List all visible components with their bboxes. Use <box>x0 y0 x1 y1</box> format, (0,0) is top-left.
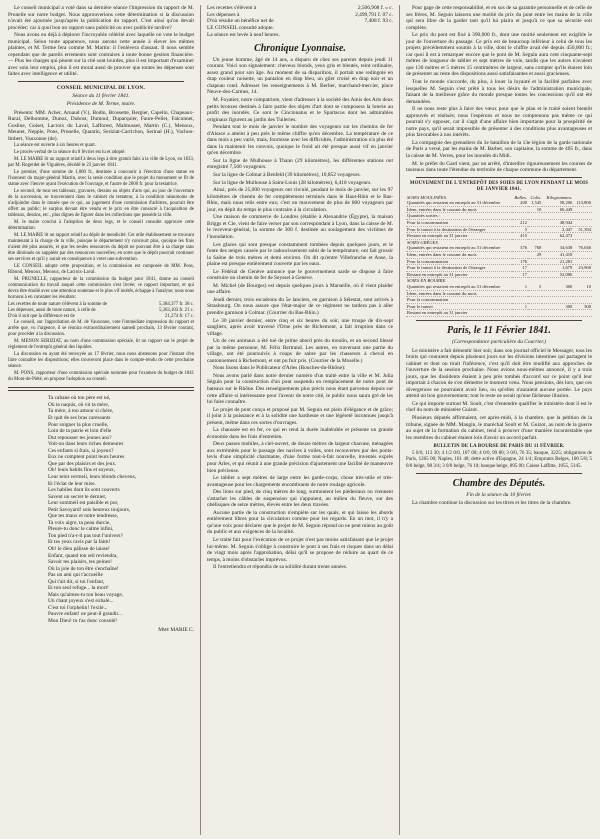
chronique-title: Chronique Lyonnaise. <box>254 42 346 54</box>
article-p: M. le préfet du Gard vient, par un arrêté, d'interdire rigoureusement les courses de taureaux dans toute l'étendue du territoire de chaque commune du département. <box>406 160 592 174</box>
stats-value: 415 <box>512 233 528 240</box>
stats-value: 176 <box>512 258 528 265</box>
stats-header: Balles. <box>514 194 528 200</box>
depenses-label: Les dépenses, aussi de toute nature, à celle de <box>8 308 96 314</box>
poem-line: Oh! le dieu pâlisse de laisse! <box>48 545 110 552</box>
stats-value: 21,281 <box>542 258 573 265</box>
paris-subtitle: (Correspondance particulière du Courrier.) <box>452 338 546 345</box>
chronique-p: Le Fédéral de Genève annonce que le gouvernement sarde se dispose à faire construire un chemin de fer de Seyssel à Genève. <box>207 268 393 282</box>
poem-line: Oh! leurs habits fins et soyeux, <box>48 467 116 474</box>
poem-line: Savoir tes plaisirs, tes peines! <box>48 559 112 566</box>
article-p: Pour gage de cette responsabilité, et en sus de sa garantie personnelle et de celle de ses frères, M. Seguin laissera une moitié du prix du pont entre les mains de la ville qui sera libre de la garder tant qu'il lui plaira et jusqu'à ce que sa sécurité soit complète. <box>406 5 592 31</box>
poem-line: Ta cabane où ton père est né, <box>48 395 111 402</box>
stats-label: Pour le transit à la destination de l'étranger <box>406 265 512 272</box>
stats-value <box>528 220 542 227</box>
intro-paragraph-2: Nous avons eu déjà à déplorer l'incroyable célérité avec laquelle on vote le budget municipal. Selon toute apparence, nous aurons cette année à élever les mêmes plaintes, et M. Terme fera comme M. Martin: il l'enlèvera d'assaut. Il nous semble cependant que de pareils errements sont contraires à toute bonne gestion financière. — Plus les charges qui pèsent sur la cité sont lourdes, plus il est important d'examiner avec soin leur emploi, plus il est moral aussi de prouver que toutes les dépenses sont faites avec intelligence et utilité. <box>8 32 194 78</box>
stats-row <box>406 245 592 251</box>
council-title: CONSEIL MUNICIPAL DE LYON. <box>56 85 146 92</box>
council-p7: M. LE MAIRE lit un rapport relatif au dépôt de mendicité. Cet utile établissement se trouvant maintenant à la charge de la ville, puisque le département n'y concourt plus, quoique les frais n'aient été plus assurés, et que les seules ressources du dépôt ne pouvant être à sa charge sans être diminués ou suppléés par des ressources nouvelles; en sorte que le dépôt pourrait continuer ses services et qu'il y aurait en conséquence à voter une subvention. <box>8 233 194 263</box>
stats-row <box>406 310 592 317</box>
excedent-amount: 7,408 f. 93 c. <box>364 18 393 25</box>
stats-value <box>512 297 528 304</box>
poem-line: Eux ne comptent point leurs heures <box>48 454 125 461</box>
stats-label: Pour le transit à la destination de l'étranger <box>406 226 512 233</box>
stats-value: 300 <box>573 303 592 310</box>
council-p15: La discussion en ayant été renvoyée au 17 février, nous nous abstenons pour l'instant d'en faire connaître les dispositions; elles trouveront place dans le compte-rendu de cette prochaine séance. <box>8 352 194 370</box>
poem-line: Où la joie de ton être s'enchaîne! <box>48 565 119 572</box>
stats-value <box>528 265 542 272</box>
poem-line: Dut repousser tes jeunes ans? <box>48 434 112 441</box>
divider <box>416 177 582 178</box>
poem-line: Leur teint vermeil, leurs blonds cheveux, <box>48 473 137 480</box>
stats-value <box>528 213 542 220</box>
recettes-amount: 2,506,908 f. » c. <box>357 5 393 11</box>
poem-line: Savent un secret le dernier, <box>48 493 107 500</box>
poem-line: Ton pied n'a-t-il pas tout l'univers? <box>48 532 123 539</box>
stats-value <box>512 252 528 259</box>
stats-value: 17 <box>512 271 528 278</box>
stats-value: 1,545 <box>528 200 542 206</box>
poem-line: Pleure-tu donc le calme infini, <box>48 526 114 533</box>
stats-value <box>573 271 592 278</box>
chronique-p: Le tablier a sept mètres de large entre les garde-corps, chose très-utile et très-avantageuse pour les chargements encombrants de notre roulage agricole. <box>207 475 393 488</box>
column-3 <box>399 5 592 835</box>
stats-row <box>406 226 592 233</box>
stats-value: 17 <box>512 265 528 272</box>
stats-value <box>573 213 592 220</box>
stats-value <box>542 213 573 220</box>
bourse-text: 5 0/0, 113 30; 4 1/2 0/0, 107 00; 4 0/0, 99 80; 3 0/0, 76 35; banque, 3225; obligations de Paris, 1265 00; Naples, 101 40; dette active d'Espagne, 24 1/4; Emprunts Belges, 100 5/8; 5 0/0 belge, 98 3/4; 3 0/0 belge, 76 10; banque belge, 895 00; Caisse Laffitte, 1055, 5145. <box>406 451 592 469</box>
council-p2: Le procès-verbal de la séance du 8 février est lu et adopté. <box>14 150 126 156</box>
stats-value: 41,418 <box>542 252 573 259</box>
chronique-p: Aucune partie de la construction n'empiète sur les quais, et qui laisse les abords entièrement libres pour la circulation comme pour les regards. En un mot, il n'y a qu'une voix pour déclarer que le projet de M. Seguin répond on ne peut mieux au goût du public et aux exigences de la localité. <box>207 509 393 536</box>
poem-line: Loin de ta patrie et loin d'elle <box>48 428 112 435</box>
chronique-p: Une maison de commerce de Londres (établie à Alexandrie (Égypte), la maison Briggs et Cie, vient de faire verser par son correspondant à Lyon, dans la caisse de M. le receveur-général, la somme de 300 f. destinée au soulagement des victimes de l'inondation. <box>207 214 393 240</box>
stats-row <box>406 297 592 304</box>
stats-value: 76,046 <box>573 245 592 251</box>
poem-line: Et tes yeux ravis par la faim! <box>48 539 111 546</box>
stats-body <box>406 200 592 316</box>
chronique-p: Le 30 janvier dernier, entre cinq et six heures du soir, une troupe de dix-sept sangliers, après avoir traversé l'Orne près de Richemont, a fait irruption dans ce village. <box>207 317 393 337</box>
article-p: Le prix du pont est fixé à 390,000 fr., dont une moitié seulement est exigible le jour de l'ouverture du passage. Ce prix est de beaucoup inférieur à celui de tous les projets précédemment soumis à la ville, dont le chiffre avait été depuis 450,000 fr.; car quoi il est à remarquer encore que le pont de M. Seguin aura cent cinquante-sept mètres de longueur de tablier et sept mètres de voie, tandis que les autres n'avaient que 130 mètres et 5 mètres 15 centimètres de largeur, sans compter qu'ils étaient loin de présenter au reste des dispositions aussi satisfaisantes et aussi gracieuses. <box>406 32 592 78</box>
stats-row <box>406 290 592 297</box>
chronique-p: Les glaces qui sont presque constamment tombées depuis quelques jours, et le fonte des neiges causée par le radoucissement subit de la température, ont fait grossir la Saône de trois mètres et demi environ. On dit qu'entre Villefranche et Anse, la plaine est presque entièrement couverte par les eaux. <box>207 241 393 268</box>
chronique-p: Ainsi, près de 25,000 voyageurs ont circulé, pendant le mois de janvier, sur les 97 kilomètres de chemin de fer complètement terminés dans le Haut-Rhin et le Bas-Rhin, mais nous relis entre eux; c'est un mouvement de plus de 800 voyageurs par jour, en dépit du temps le plus contraire à la circulation. <box>207 187 393 213</box>
stats-value: 2,447 <box>542 226 573 233</box>
poem-line: Un chant joyeux s'est exhalé... <box>48 598 114 605</box>
stats-table <box>406 195 592 317</box>
stats-label: Pour la consommation <box>406 220 512 227</box>
stats-row <box>406 265 592 272</box>
poem-signature: Mme MARIE C. <box>158 626 194 633</box>
columns <box>8 5 592 835</box>
council-p4: Le premier, d'une somme de 1,000 fr., destinée à concourir à l'érection d'une statue en l'honneur du major-général Martin, avec la seule condition que le projet du monument se fît de statue avec l'œuvre ayant l'exécution de l'ouvrage, et l'autre de 2000 fr. pour la testatrice. <box>8 170 194 188</box>
stats-value <box>528 233 542 240</box>
poem-line: Leur sommeil est paisible et pur, <box>48 500 119 507</box>
stats-label: SOIES EN BOURRE. <box>407 278 447 284</box>
stats-label: Idem, entrées dans le courant du mois <box>406 206 512 213</box>
stats-value: 1,679 <box>542 265 573 272</box>
council-p9: M. PRUNELLE, rapporteur de la commission du budget pour 1841, donne au conseil communication du travail auquel cette commission s'est livrée; ce rapport important, et qui devra être étudié avec une attention soutenue et le plus vif intérêt, échappe à l'analyse; nous nous bornons à en constater les résultats: <box>8 277 194 301</box>
divider <box>416 320 582 321</box>
column-1 <box>8 5 194 835</box>
poem-line: Que par des plaisirs et des jeux. <box>48 460 117 467</box>
stats-value <box>573 258 592 265</box>
stats-value <box>573 206 592 213</box>
column-2 <box>200 5 393 835</box>
stats-value: 51,394 <box>573 226 592 233</box>
chronique-p: La chaussée est en fer, ce qui en rend la durée inaltérable et présente un grande économie dans les frais d'entretien. <box>207 427 393 440</box>
chronique-p: Nous lisons dans le Publicateur d'Arles (Bouches-du-Rhône): <box>213 365 346 372</box>
stats-value <box>573 233 592 240</box>
council-president: Présidence de M. Terme, maire. <box>66 101 136 108</box>
chronique-p: Le traité fait pour l'exécution de ce projet n'est pas moins satisfaisant que le projet lui-même. M. Seguin s'oblige à construire le pont à ses frais et risques dans un délai de vingt mois après l'approbation, délai qu'il se propose de réduire au quart de ce temps, à moins d'obstacles imprévus. <box>207 537 393 563</box>
recettes-amount: 5,384,377 fr. 38 c. <box>158 302 194 308</box>
stats-value <box>528 258 542 265</box>
difference-label: D'où il suit que la différence est de <box>8 314 75 320</box>
divider <box>416 473 582 474</box>
chronique-p: Nous avons parlé dans notre dernier numéro d'un traité entre la ville et M. Julia Séguin pour la construction d'un pont suspendu en remplacement de notre pont de bateaux sur le Rhône. Des renseignements plus précis nous étant parvenus depuis sur cette affaire si intéressante pour l'avenir de notre cité, le public nous saura gré de les lui faire connaître. <box>207 372 393 406</box>
stats-label: Idem, entrées dans le courant du mois <box>406 290 512 297</box>
stats-header: Colis. <box>530 194 542 200</box>
difference-amount: 21,274 fr. 17 c. <box>164 314 194 320</box>
stats-value <box>512 213 528 220</box>
stats-header: SOIES MOULINÉES. <box>407 194 448 200</box>
poem-line: Pour soigner la plus cruelle, <box>48 421 109 428</box>
stats-value: 200 <box>512 200 528 206</box>
poem-line: Et quit de ses bras caressants <box>48 415 111 422</box>
divider <box>18 81 184 82</box>
stats-label: Restant en entrepôt au 31 janvier <box>406 310 512 317</box>
stats-label: Quantités qui restaient en entrepôt au 31 décembre <box>406 284 512 290</box>
stats-row <box>406 206 592 213</box>
present-list: Présents: MM. Acher, Arnaud (V.), Bodin, Brossette, Bergier, Capelin, Chapeaux-Rural, Delhomme, Dunoz, Dubost, Dumoul, Duparquier, Faure-Pellet, Falconnet, Gosline, Goiset, Lacroix du Laval, Lafforest, Malmusset, Martin (C.), Menoux, Meunet, Nepple, Pons, Pronelle, Quantin, Seriziat-Carrichon, Serinal (H.), Vachon-Imbert, Vauxonne (de). <box>8 109 194 142</box>
stats-value <box>573 310 592 317</box>
recettes-label: Les recettes de toute nature s'élèvent à la somme de <box>8 302 108 308</box>
stats-label: Quantités qui restaient en entrepôt au 31 décembre <box>406 245 512 251</box>
chronique-p: Sur la ligne de Mulhouse à Thann (29 kilomètres), les différentes stations ont enregistré 7,566 voyageurs. <box>207 157 393 171</box>
bourse-title: BULLETIN DE LA BOURSE DE PARIS DU 11 FÉVRIER. <box>433 444 565 450</box>
paris-p: Le ministère a fait démentir hier soir, dans son journal officiel le Messager, tous les bruits qui couraient depuis plusieurs jours sur les divisions intestines qui partagent le cabinet et dont on tirait l'inférence, c'est qu'il doit être modifié aux approches de l'ouverture de la session prochaine. Nous avions nous-mêmes annoncé, il y a trois jours, que les dissidents étaient à peu près tombés d'accord sur ce point qu'il leur importait à chacun de s'en démettre le moment venu. Nous pensions, dès lors, que ces divergences ne pourraient avoir lieu, ou qu'elles n'auraient aucune portée. Le pays attend un bon gouvernement; tout le reste ne serait qu'une fâcheuse illusion. <box>406 347 592 400</box>
chronique-p: Un de ces animaux a été tué de prime abord près du moulin, et un second blessé par la même personne, M. Félix Bertrand. Les autres, en traversant une partie du village, ont été poursuivis à coups de sabre par les chasseurs à cheval en cantonnement à Richemont, et ont pu fuir pris. (Courrier de la Moselle.) <box>207 338 393 364</box>
recettes-label: Les recettes s'élèvent à <box>207 5 257 11</box>
stats-value: 52,086 <box>542 271 573 278</box>
chambre-title: Chambre des Députés. <box>452 477 546 489</box>
poem-line: Voit-on dans leurs riches demeures <box>48 441 124 448</box>
stats-value <box>528 303 542 310</box>
double-rule <box>8 387 194 391</box>
poem-line: Mon Dieu! tu t'as donc consolé! <box>48 617 118 624</box>
stats-value <box>542 290 573 297</box>
stats-row <box>406 200 592 206</box>
council-p1: La séance est ouverte à six heures et quart. <box>14 143 96 149</box>
stats-value: 768 <box>528 245 542 251</box>
stats-value: 300 <box>542 303 573 310</box>
poem-line: Ta mère, à ton amour si chère, <box>48 408 114 415</box>
poem <box>8 395 194 624</box>
stats-row <box>406 220 592 227</box>
council-p3: M. LE MAIRE lit un rapport relatif à deux legs à titre gratuit faits à la ville de Lyon, en 1833, par M. Rogerdet de Viguières, décédé le 23 janvier 1841. <box>8 157 194 169</box>
council-p13: Le conseil, sur l'approbation de M. de Vauxonne, vote l'immédiate impression du rapport et arrête que, vu l'urgence, il se réunira extraordinairement samedi prochain, 13 février courant, pour procéder à la discussion. <box>8 320 194 338</box>
stats-value <box>542 310 573 317</box>
poem-line: Pauvre enfant! ne peut-il grandir... <box>48 611 123 618</box>
intro-paragraph-1: Le conseil municipal a voté dans sa dernière séance l'impression du rapport de M. Pronelle sur notre budget. Nous approuverions cette détermination si la discussion n'avait été ajournée jusqu'après la publication du rapport. C'est ainsi qu'on devait procéder; car à quoi bon un rapport sans publicité ou avec publicité tardive? <box>8 5 194 31</box>
chambre-p: La chambre continue la discussion sur les titres et les titres de la chambre. <box>412 500 572 507</box>
chronique-p: Un jeune homme, âgé de 14 ans, a disparu de chez ses parents depuis jeudi 11 courant. Voici son signalement: cheveux blonds, yeux gris et bleutés, teint ordinaire, assez grand pour son âge. Au moment de sa disparition, il portait une redingote en drap couleur noisette, un pantalon en drap bleu, un gilet croisé en drap noir et un chapeau rond. Adresser les renseignements à M. Berlier, marchand-mercier, place Neuve-des-Carmes, 14. <box>207 56 393 96</box>
poem-line: Et l'éclat de leur mise. <box>48 480 96 487</box>
stats-value: 5 <box>528 284 542 290</box>
stats-row <box>406 213 592 220</box>
stats-label: Pour la consommation <box>406 258 512 265</box>
stats-label: SOIES GRÈGES. <box>407 239 439 245</box>
stats-row <box>406 252 592 259</box>
stats-row <box>406 233 592 240</box>
stats-row <box>406 303 592 310</box>
stats-header: Kilogrammes. <box>546 194 573 200</box>
stats-value <box>528 310 542 317</box>
chronique-p: Pendant tout le mois de janvier le nombre des voyageurs sur les chemins de fer d'Alsace a atteint à peu près le même chiffre qu'en décembre. La température de ce dans mois a peu varié, mais, fournisse avec les difficultés, l'administration n'a plus été dans la maintenir les convois, quoique le froid ait été presque aussi vif en janvier qu'en décembre. <box>207 124 393 157</box>
stats-value: 10 <box>573 284 592 290</box>
chronique-p: M. Michel (de Bourges) est depuis quelques jours à Marseille, où il vient plaider une affaire. <box>207 282 393 296</box>
stats-value: 23,960 <box>573 265 592 272</box>
stats-value: 376 <box>512 245 528 251</box>
stats-value <box>542 297 573 304</box>
stats-row <box>406 258 592 265</box>
poem-line: Où ta naquis, où vit ta mère, <box>48 401 110 408</box>
paris-p: Plusieurs députés affirmaient, cet après-midi, à la chambre, que la pétition de la tribune, signée de MM. Mangin, le maréchal Soult et M. Guizot, au nom de la guerre au sujet de la formation du cabinet, tend à prouver d'une manière incontestable que les membres du cabinet étaient loin d'avoir un accord parfait. <box>406 414 592 441</box>
chronique-p: Sur la ligne de Colmar à Benfeld (39 kilomètres), 10,852 voyageurs. <box>213 172 361 179</box>
stats-value: 29 <box>528 252 542 259</box>
stats-value: 60,449 <box>542 206 573 213</box>
paris-p: Ce qui importe surtout M. Soult, c'est d'entendre qualifier le ministère dont il est le chef du nom de ministère Guizot. <box>406 400 592 414</box>
stats-value: 113,806 <box>573 200 592 206</box>
stats-value <box>573 297 592 304</box>
stats-value <box>528 297 542 304</box>
poem-line: Que tes maux et notre tendresse, <box>48 513 119 520</box>
article-p: Tout le monde s'accorde, du plus, à louer la loyauté et la facilité parfaites avec lesquelles M. Seguin s'est prêté à tous les désirs de l'administration municipale, faisant de la meilleure grâce du monde presque toutes les concessions qu'il ont été demandées. <box>406 79 592 105</box>
article-p: Il ne nous reste plus à faire des vœux pour que le plan et le traité soient bientôt approuvés et réalisés; nous l'espérons et nous ne comprenons pas même ce qui pourrait s'y opposer, car il s'agit d'une affaire bien importante pour la prospérité de notre pays, qu'il serait impossible de présenter à des conditions plus avantageuses et plus favorables à nos intérêts. <box>406 106 592 139</box>
chronique-p: Jeudi dernier, trois escadrons du 5e lanciers, en garnison à Sélestat, sont arrivés à Strasbourg. On nous assure que l'état-major de ce régiment ne tardera pas à aller prendre garnison à Colmar. (Courrier du Bas-Rhin.) <box>207 296 393 316</box>
article-p: La compagnie des grenadiers du 3e bataillon de la 13e légion de la garde nationale de Paris a versé, par les mains de M. Barbet, son capitaine, la somme de 405 fr., dans la caisse de M. Verres, pour les inondés du Midi. <box>406 139 592 160</box>
stats-title: MOUVEMENT DE L'ENTREPÔT DES SOIES DE LYON PENDANT LE MOIS DE JANVIER 1841. <box>409 180 589 192</box>
chambre-subtitle: Fin de la séance du 10 février. <box>466 491 532 498</box>
chronique-p: M. Foyatier, notre compatriote, vient d'adresser à la société des Amis des Arts deux petits bronzes destinés à faire partie des objets d'art dont se composera la loterie au profit des inondés. Ce sont le Cincinnatus et le Spartacus dont les admirables originaux figurent au jardin des Tuileries. <box>207 97 393 123</box>
council-date: Séance du 11 février 1841. <box>72 92 130 99</box>
chronique-p: Deux passes mobiles, à ciel-ouvert, de douze mètres de largeur chacune, ménagées aux extrémités pour le passage des navires à voiles, sont recouvertes par des ponts-levis d'une simplicité charmante, d'une forme tout-à-fait nouvelle, inventés exprès pour Arles, et qui réunit à une grande précision d'ajustement une facilité de manœuvre bien précieuse. <box>207 441 393 474</box>
stats-row <box>406 271 592 278</box>
stats-value: 1 <box>512 284 528 290</box>
council-p16: M. PONS, rapporteur d'une commission spéciale nommée pour l'examen du budget de 1841 du Mont-de-Piété, en propose l'adoption au conseil. <box>8 371 194 383</box>
stats-label: Restant en entrepôt au 31 janvier <box>406 233 512 240</box>
poem-line: C'est toi l'orphelin! l'exilé... <box>48 604 108 611</box>
stats-label: Pour le transit <box>406 303 512 310</box>
stats-label: Quantités sorties : <box>406 213 512 220</box>
stats-value <box>573 290 592 297</box>
stats-value: 1 <box>512 303 528 310</box>
stats-value <box>528 226 542 233</box>
stats-value: 34,638 <box>542 245 573 251</box>
stats-value <box>573 220 592 227</box>
adopte-line: LE CONSEIL consulté adopte. <box>207 24 274 31</box>
stats-value <box>573 252 592 259</box>
council-p8: LE CONSEIL adopte cette proposition, et la commission est composée de MM. Pons, Ribond, Menoux, Menoux, de Lacroix-Laval. <box>8 264 194 276</box>
stats-value <box>512 310 528 317</box>
poem-line: Qui t'ait dit, si toi l'enfant, <box>48 578 105 585</box>
chronique-p: Sur la ligne de Mulhouse à Saint-Louis (28 kilomètres), 6,418 voyageurs. <box>213 179 372 186</box>
chronique-p: Des lions sur pied, de cinq mètres de long, surmontent les piédestaux ou viennent s'attacher les câbles de suspension qui s'appuient, au milieu du fleuve, sur des obélisques de seize mètres, élevés entre les deux travées. <box>207 489 393 509</box>
poem-line: Petit Savoyard! sois heureux toujours, <box>48 506 131 513</box>
excedent-label: D'où résulte un bénéfice net de <box>207 18 274 25</box>
levee-line: La séance est levée à neuf heures. <box>207 32 280 39</box>
stats-value: 300 <box>542 284 573 290</box>
chronique-p: Le projet de pont conçu et proposé par M. Seguin est plein d'élégance et de grâce; il joint à la puissance et à la solidité une hardiesse et une légèreté inconnues jusqu'à présent, même dans ces sortes d'ouvrages. <box>207 406 393 426</box>
stats-label: Quantités qui restaient en entrepôt au 31 décembre <box>406 200 512 206</box>
council-p14: M. MENON SERIZIAT, au nom d'une commission spéciale, lit un rapport sur le projet de règlement de l'entrepôt général des liquides. <box>8 339 194 351</box>
stats-value: 58,206 <box>542 200 573 206</box>
stats-value <box>512 290 528 297</box>
poem-line: Ces enfants si frais, si joyeux? <box>48 447 114 454</box>
depenses-label: Les dépenses à <box>207 11 240 18</box>
poem-line: Ta voix aigre, ta peau durcie, <box>48 519 111 526</box>
stats-value <box>528 271 542 278</box>
poem-line: Et ton seul refuge... la mort! <box>48 585 109 592</box>
stats-value <box>512 206 528 213</box>
poem-line: Pas un ami qui t'accueille <box>48 572 103 579</box>
poem-line: Les habiles dont ils sont couverts <box>48 487 120 494</box>
stats-value: 5 <box>512 226 528 233</box>
stats-label: Pour la consommation <box>406 297 512 304</box>
council-p5: Le second, de tous ses tableaux, gravures, dessins ou objets d'arts qui, au jour de l'ouverture de la succession, se trouveraient dans le cabinet du testateur, à la condition néanmoins de n'adjoindre dans le musée que ce qui, au jugement d'une commission d'arbitres, pourrait être offert au public; le surplus devant être vendu et le prix en être consacré à l'acquisition de tableaux, dessins, etc., plus dignes de figurer dans les collections que possède la ville. <box>8 189 194 219</box>
stats-value: 10 <box>528 206 542 213</box>
depenses-amount: 5,363,103 fr. 21 c. <box>158 308 194 314</box>
council-p6: M. le maire conclut à l'adoption de deux legs, et le conseil consulte approuve cette détermination. <box>8 220 194 232</box>
stats-value: 48,944 <box>542 220 573 227</box>
paris-title: Paris, le 11 Février 1841. <box>447 324 551 336</box>
chronique-p: Il l'entretiendra et répondra de sa solidité durant trente années. <box>213 564 348 571</box>
poem-line: Enfant, quand ton œil reviendra, <box>48 552 118 559</box>
depenses-amount: 2,499,791 f. 07 c. <box>355 11 393 18</box>
stats-value: 62,472 <box>542 233 573 240</box>
poem-line: Mais qu'aimes-tu ton beau voyage, <box>48 591 124 598</box>
stats-label: Restant en entrepôt au 31 janvier <box>406 271 512 278</box>
stats-value <box>528 290 542 297</box>
stats-label: Idem, entrées dans le courant du mois <box>406 252 512 259</box>
stats-value: 212 <box>512 220 528 227</box>
